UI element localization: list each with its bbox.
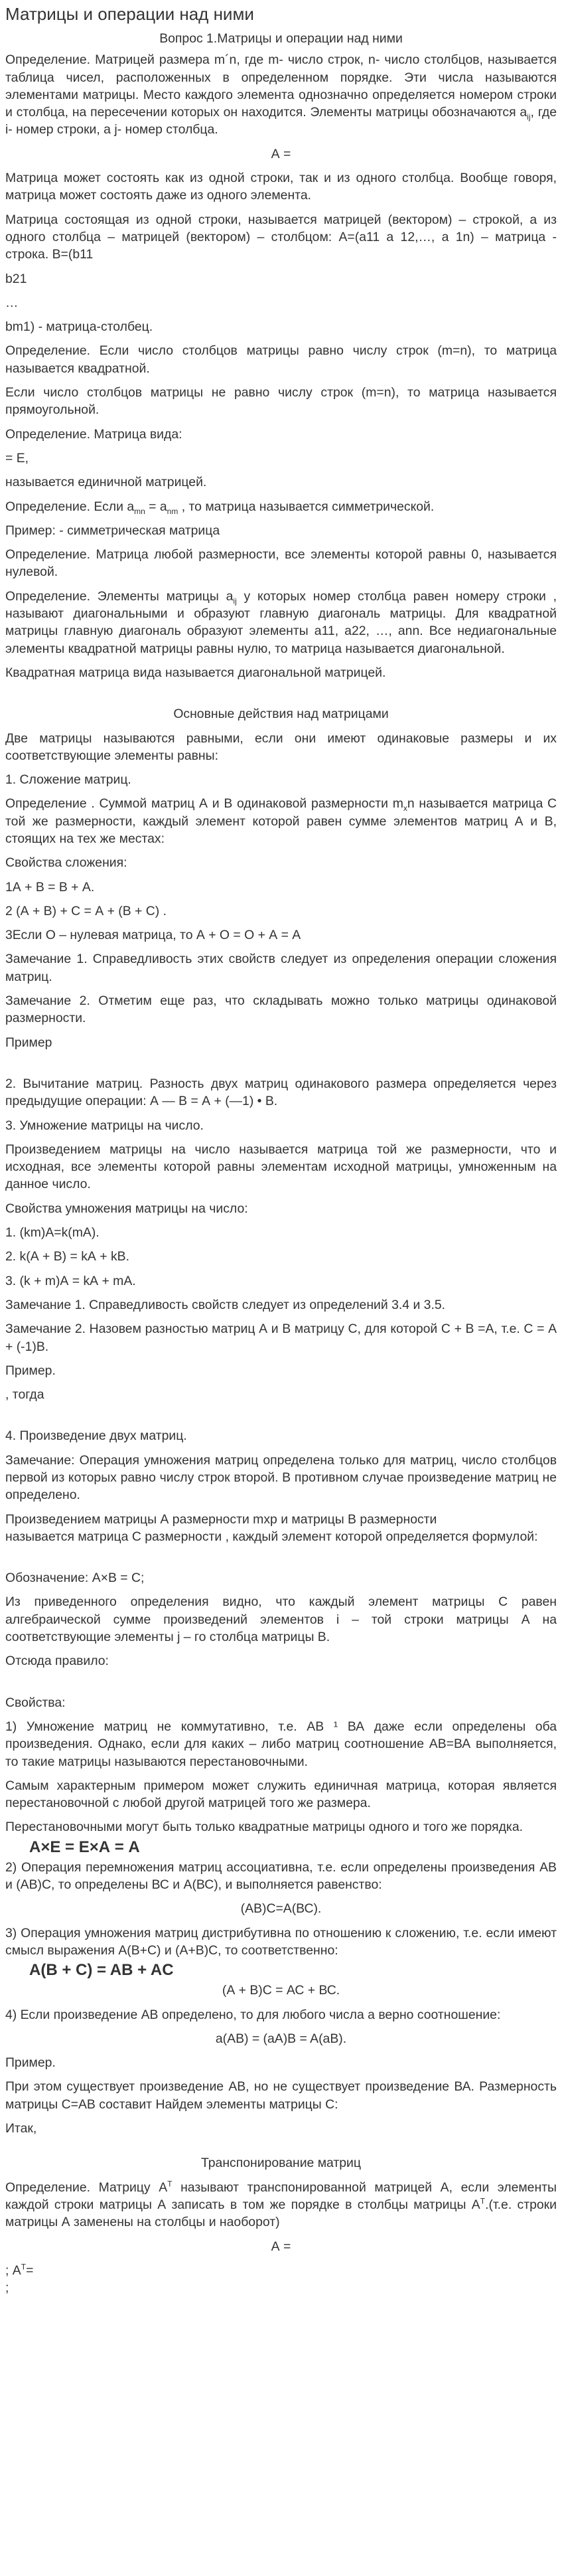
formula-distributive-2: (А + В)С = АС + ВС. (222, 1983, 340, 1998)
heading-sum: 1. Сложение матриц. (5, 772, 131, 788)
def-sum-sub: x (403, 804, 407, 814)
heading-sum-properties: Свойства сложения: (5, 855, 127, 871)
def-sym-sub1: mn (134, 506, 145, 516)
def-diagonal-paragraph (5, 588, 557, 657)
formula-scalar: a(AB) = (aA)B = A(aB). (215, 2031, 347, 2046)
def-transpose-text: Определение. Матрицу А (5, 2180, 168, 2195)
at-text: ; А (5, 2263, 21, 2278)
def-transpose-paragraph (5, 2179, 557, 2231)
def-matrix-paragraph (5, 51, 557, 138)
formula-axe: А×Е = Е×А = А (29, 1838, 140, 1856)
def-transpose-sup: Т (167, 2179, 173, 2189)
heading-mul-number: 3. Умножение матрицы на число. (5, 1118, 204, 1133)
spacer (5, 1670, 557, 1687)
heading-mul-properties: Свойства умножения матрицы на число: (5, 1201, 248, 1216)
spacer (5, 1545, 557, 1563)
property-3-paragraph: 3) Операция умножения матриц дистрибутивна по отношению к сложению, т.е. если имеют смысл выражения А(В+С) и (А+В)С, то соответственно: (5, 1925, 557, 1958)
vectors-paragraph: Матрица состоящая из одной строки, называется матрицей (вектором) – строкой, а из одного столбца – матрицей (вектором) – столбцом: А=(а11 а 12,…, а 1n) – матрица - строка. В=(b11 (5, 212, 557, 262)
section-basic-operations: Основные действия над матрицами (173, 707, 389, 722)
def-sum-text: Определение . Суммой матриц А и В одинаковой размерности m (5, 796, 403, 812)
def-diag-end: у которых номер столбца равен номеру строки , называют диагональными и образуют главную диагональ матрицы. Для квадратной матрицы главную диагональ образуют элементы а11, а22, …, аnn. Все недиагональные элементы квадратной матрицы равны нулю, то матрица называется диагональной. (5, 588, 557, 656)
line-so: Итак, (5, 2121, 37, 2136)
heading-properties: Свойства: (5, 1695, 66, 1710)
def-sym-sub2: nm (167, 506, 178, 516)
rect-paragraph: Если число столбцов матрицы не равно числу строк (m=n), то матрица называется прямоугольной. (5, 385, 557, 418)
mul-property-1: 1. (km)А=k(mА). (5, 1225, 100, 1241)
note-2: Замечание 2. Отметим еще раз, что складывать можно только матрицы одинаковой размерности. (5, 993, 557, 1026)
property-4-paragraph: 4) Если произведение АВ определено, то для любого числа a верно соотношение: (5, 2007, 501, 2022)
def-square-paragraph: Определение. Если число столбцов матрицы равно числу строк (m=n), то матрица называется квадратной. (5, 343, 557, 376)
spacer (5, 1051, 557, 1069)
def-transpose-sup-2: Т (480, 2196, 486, 2206)
at-sup: Т (21, 2262, 27, 2272)
def-matrix-sub: ij (527, 112, 531, 122)
at-eq: = (26, 2263, 34, 2278)
line-eq-e: = E, (5, 450, 29, 466)
permutable-paragraph: Перестановочными могут быть только квадратные матрицы одного и того же порядка. (5, 1820, 524, 1835)
document-title: Матрицы и операции над ними (5, 4, 254, 24)
def-sym-end: , то матрица называется симметрической. (178, 499, 435, 514)
def-symmetric-paragraph (5, 498, 557, 515)
def-sym-mid: = a (145, 499, 167, 514)
def-diag-text: Определение. Элементы матрицы a (5, 588, 234, 604)
spacer (5, 1403, 557, 1420)
diag-view-paragraph: Квадратная матрица вида называется диагональной матрицей. (5, 665, 386, 680)
line-bm1: bm1) - матрица-столбец. (5, 319, 153, 335)
example-label-3: Пример. (5, 2055, 56, 2071)
mul-property-2: 2. k(А + В) = kА + kВ. (5, 1249, 129, 1264)
formula-distributive-1: A(B + C) = AB + AC (29, 1961, 174, 1980)
def-transpose-mid: называют транспонированной матрицей А, если элементы каждой строки матрицы А записать в том же порядке в столбцы матрицы А (5, 2180, 557, 2212)
def-transpose-end: .(т.е. строки матрицы А заменены на столбцы и наоборот) (5, 2197, 557, 2230)
line-dots: … (5, 295, 19, 310)
equal-matrices-paragraph: Две матрицы называются равными, если они имеют одинаковые размеры и их соответствующие элементы равны: (5, 730, 557, 763)
unit-matrix-paragraph: Самым характерным примером может служить единичная матрица, которая является перестановочной с любой другой матрицей того же размера. (5, 1778, 557, 1811)
question-heading: Вопрос 1.Матрицы и операции над ними (159, 31, 403, 46)
product-def-line-2: называется матрица С размерности , каждый элемент которой определяется формулой: (5, 1529, 538, 1544)
formula-associative: (АВ)С=А(ВС). (240, 1901, 322, 1917)
sum-property-3: 3Если О – нулевая матрица, то А + О = О + А = А (5, 928, 301, 943)
line-unit-matrix: называется единичной матрицей. (5, 475, 207, 490)
line-b21: b21 (5, 271, 27, 286)
example-label: Пример (5, 1035, 52, 1050)
mul-note-2: Замечание 2. Назовем разностью матриц А и В матрицу С, для которой С + В =А, т.е. С = А + (-1)В. (5, 1322, 557, 1354)
def-diag-sub: ij (233, 596, 237, 606)
product-def-line-1: Произведением матрицы А размерности mxp и матрицы В размерности (5, 1511, 437, 1527)
heading-product: 4. Произведение двух матриц. (5, 1428, 187, 1444)
def-sym-text: Определение. Если a (5, 499, 135, 514)
property-2-paragraph: 2) Операция перемножения матриц ассоциативна, т.е. если определены произведения АВ и (АВ)С, то определены ВС и А(ВС), и выполняется равенство: (5, 1859, 557, 1893)
def-matrix-text-end: , где i- номер строки, а j- номер столбца. (5, 105, 557, 137)
mul-property-3: 3. (k + m)А = kА + mА. (5, 1273, 136, 1288)
def-sum-end: n называется матрица С той же размерности, каждый элемент которой равен сумме элементов матриц А и В, стоящих на тех же местах: (5, 796, 557, 846)
property-1-paragraph: 1) Умножение матриц не коммутативно, т.е. АВ ¹ ВА даже если определены оба произведения. Однако, если для каких – либо матриц соотношение АВ=ВА выполняется, то такие матрицы называются перестановочными. (5, 1719, 557, 1769)
subtraction-paragraph: 2. Вычитание матриц. Разность двух матриц одинакового размера определяется через предыдущие операции: А — В = А + (—1) • В. (5, 1076, 557, 1109)
product-note-paragraph: Замечание: Операция умножения матриц определена только для матриц, число столбцов первой из которых равно числу строк второй. В противном случае произведение матриц не определено. (5, 1452, 557, 1503)
sum-property-2: 2 (А + В) + С = А + (В + С) . (5, 903, 167, 918)
def-matrix-text: Определение. Матрицей размера m´n, где m- число строк, n- число столбцов, называется таблица чисел, расположенных в определенном порядке. Эти числа называются элементами матрицы. Место каждого элемента однозначно определяется номером строки и столбца, на пересечении которых он находится. Элементы матрицы обозначаются a (5, 52, 557, 120)
line-a-transposed (5, 2262, 557, 2279)
exists-paragraph: При этом существует произведение АВ, но не существует произведение ВА. Размерность матрицы С=АВ составит Найдем элементы матрицы С: (5, 2079, 557, 2112)
spacer (5, 681, 557, 699)
section-transpose: Транспонирование матриц (201, 2156, 361, 2171)
mul-number-paragraph: Произведением матрицы на число называется матрица той же размерности, что и исходная, все элементы которой равны элементам исходной матрицы, умноженным на данное число. (5, 1142, 557, 1192)
note-1: Замечание 1. Справедливость этих свойств следует из определения операции сложения матриц. (5, 952, 557, 984)
def-zero-paragraph: Определение. Матрица любой размерности, все элементы которой равны 0, называется нулевой. (5, 547, 557, 580)
example-label-2: Пример. (5, 1363, 56, 1378)
def-sum-paragraph (5, 795, 557, 847)
matrix-a-equals: А = (271, 146, 291, 161)
from-definition-paragraph: Из приведенного определения видно, что каждый элемент матрицы С равен алгебраической сумме произведений элементов i – той строки матрицы А на соответствующие элементы j – го столбца матрицы В. (5, 1594, 557, 1645)
one-row-paragraph: Матрица может состоять как из одной строки, так и из одного столбца. Вообще говоря, матрица может состоять даже из одного элемента. (5, 171, 557, 203)
matrix-a-equals-2: А = (271, 2239, 291, 2254)
line-then: , тогда (5, 1387, 44, 1403)
notation-paragraph: Обозначение: А×В = С; (5, 1571, 145, 1586)
example-symmetric: Пример: - симметрическая матрица (5, 523, 220, 538)
rule-paragraph: Отсюда правило: (5, 1654, 109, 1669)
line-semicolon: ; (5, 2280, 9, 2296)
mul-note-1: Замечание 1. Справедливость свойств следует из определений 3.4 и 3.5. (5, 1297, 446, 1312)
sum-property-1: 1А + В = В + А. (5, 879, 95, 895)
def-view-paragraph: Определение. Матрица вида: (5, 426, 182, 442)
spacer (5, 2137, 557, 2154)
